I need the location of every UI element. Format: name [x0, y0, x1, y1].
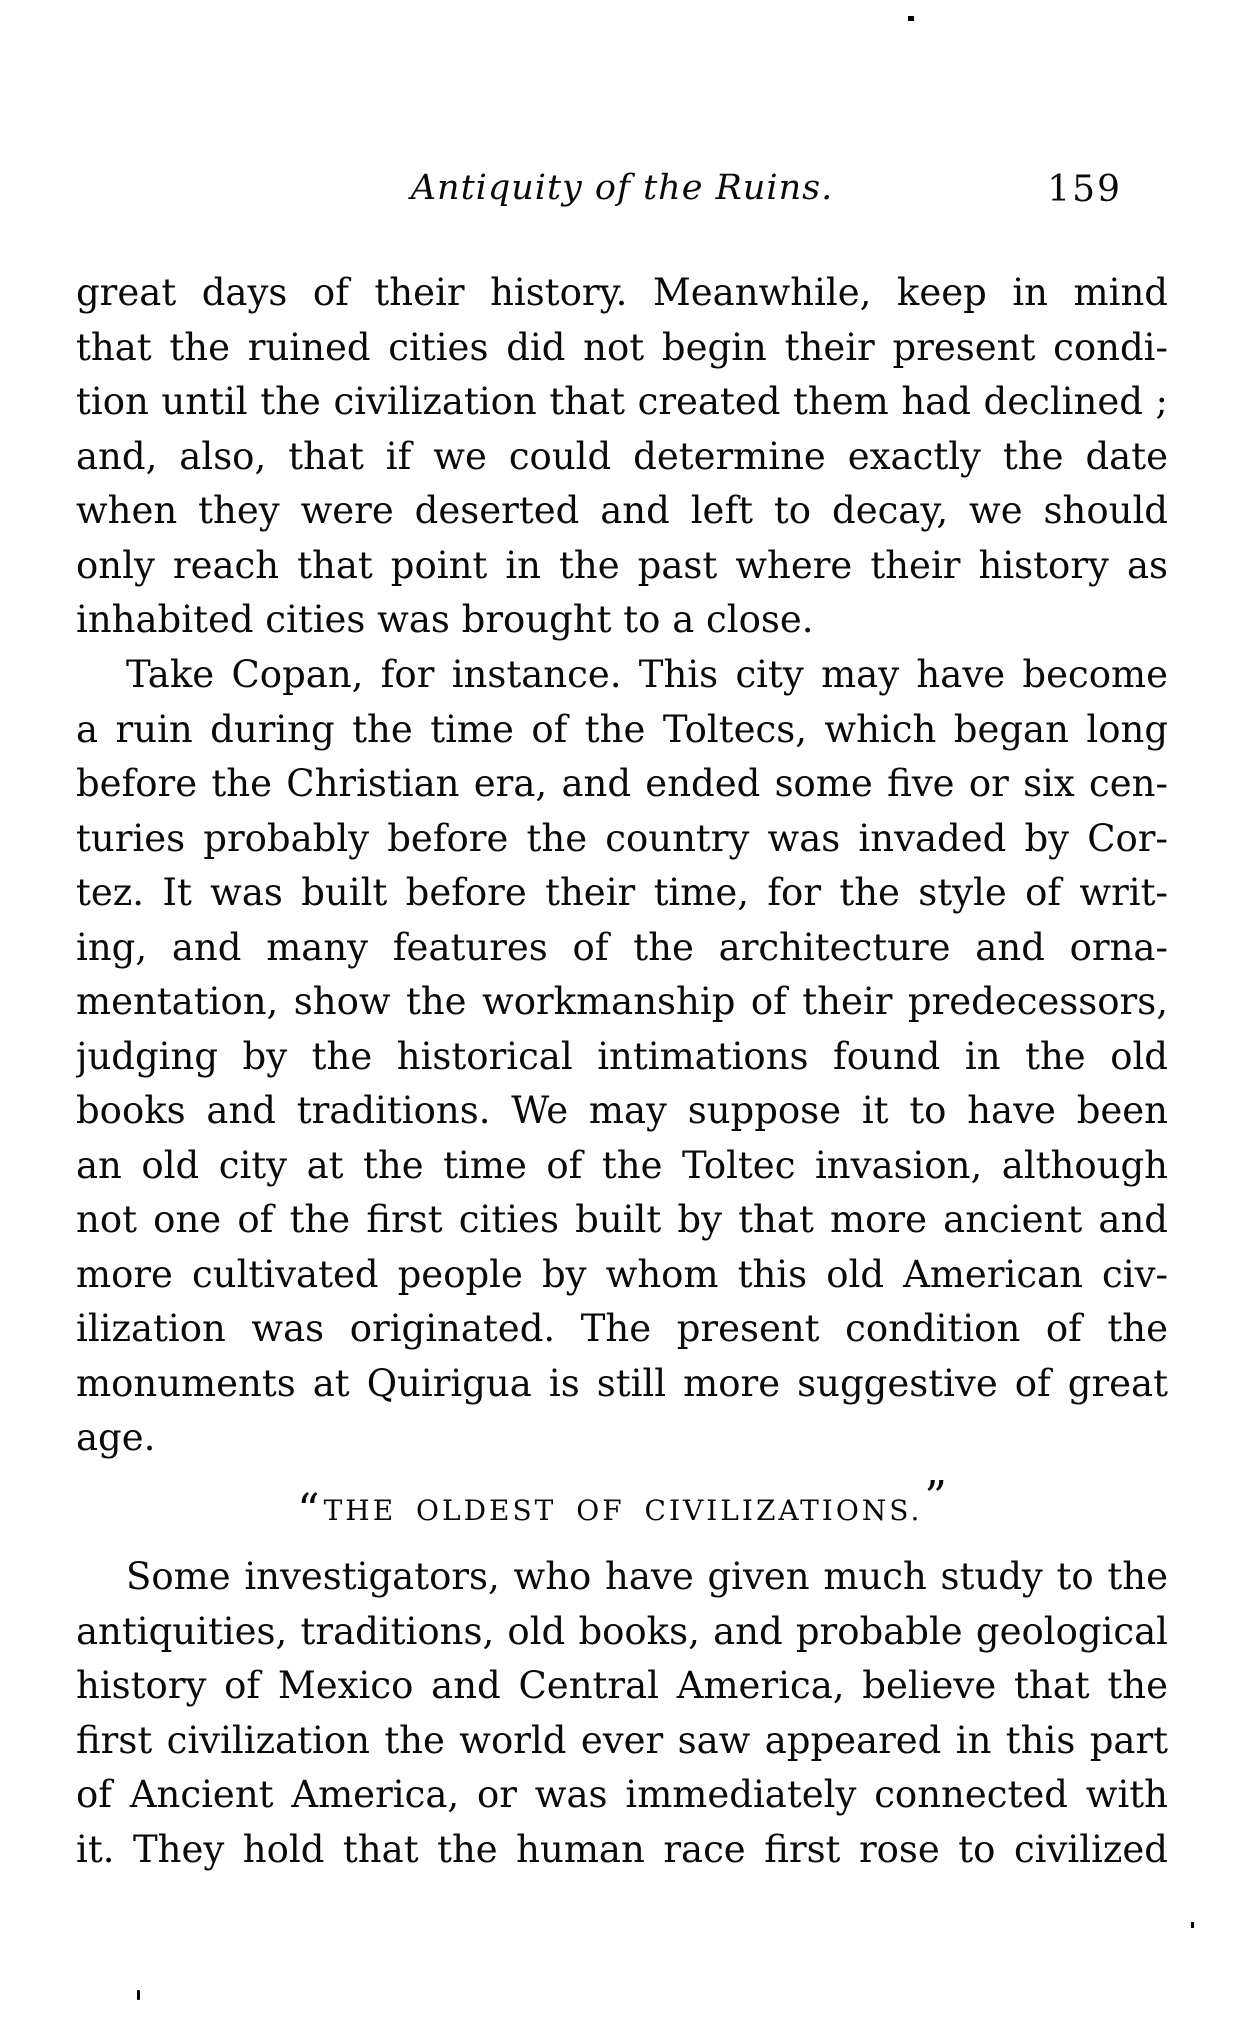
closing-quote-glyph: ”	[924, 1472, 947, 1523]
text-line: a ruin during the time of the Toltecs, which began long	[76, 707, 1168, 751]
text-line: only reach that point in the past where their history as	[76, 543, 1168, 587]
text-line: ing, and many features of the architecture and orna-	[76, 925, 1168, 969]
text-line: before the Christian era, and ended some five or six cen-	[76, 762, 1168, 805]
text-line: judging by the historical intimations found in the old	[76, 1034, 1168, 1078]
running-header	[76, 168, 1168, 218]
paragraph-1	[76, 266, 1168, 648]
text-line: ilization was originated. The present condition of the	[76, 1307, 1168, 1350]
text-line: it. They hold that the human race first rose to civilized	[76, 1827, 1168, 1871]
page-number: 159	[1047, 169, 1122, 210]
text-line: when they were deserted and left to decay, we should	[76, 489, 1168, 532]
scan-speck	[1191, 1922, 1194, 1928]
paragraph-3	[76, 1550, 1168, 1877]
text-line: great days of their history. Meanwhile, keep in mind	[76, 271, 1168, 314]
text-line: monuments at Quirigua is still more suggestive of great	[76, 1361, 1168, 1405]
text-line: tez. It was built before their time, for the style of writ-	[76, 871, 1168, 914]
text-line: tion until the civilization that created them had declined ;	[76, 380, 1168, 423]
text-line: antiquities, traditions, old books, and probable geological	[76, 1609, 1168, 1653]
text-line: books and traditions. We may suppose it to have been	[76, 1089, 1168, 1132]
text-line: Take Copan, for instance. This city may have become	[126, 653, 1168, 696]
text-line: age.	[76, 1416, 156, 1459]
opening-quote-glyph: “	[297, 1485, 320, 1536]
section-heading-text: THE OLDEST OF CIVILIZATIONS.	[323, 1494, 923, 1527]
running-title: Antiquity of the Ruins.	[410, 168, 834, 208]
scan-speck	[908, 16, 914, 21]
paragraph-2	[76, 648, 1168, 1466]
text-line: first civilization the world ever saw appeared in this part	[76, 1718, 1168, 1762]
text-line: inhabited cities was brought to a close.	[76, 598, 814, 641]
text-line: Some investigators, who have given much study to the	[126, 1555, 1168, 1598]
text-line: that the ruined cities did not begin their present condi-	[76, 325, 1168, 369]
text-line: history of Mexico and Central America, believe that the	[76, 1664, 1168, 1707]
text-line: of Ancient America, or was immediately connected with	[76, 1773, 1168, 1816]
section-heading	[76, 1472, 1168, 1536]
text-line: more cultivated people by whom this old American civ-	[76, 1252, 1168, 1296]
text-line: mentation, show the workmanship of their predecessors,	[76, 980, 1168, 1023]
text-line: not one of the first cities built by that more ancient and	[76, 1198, 1168, 1241]
text-line: turies probably before the country was invaded by Cor-	[76, 816, 1168, 860]
text-line: an old city at the time of the Toltec invasion, although	[76, 1143, 1168, 1187]
text-line: and, also, that if we could determine exactly the date	[76, 434, 1168, 478]
scan-speck	[137, 1990, 140, 2000]
